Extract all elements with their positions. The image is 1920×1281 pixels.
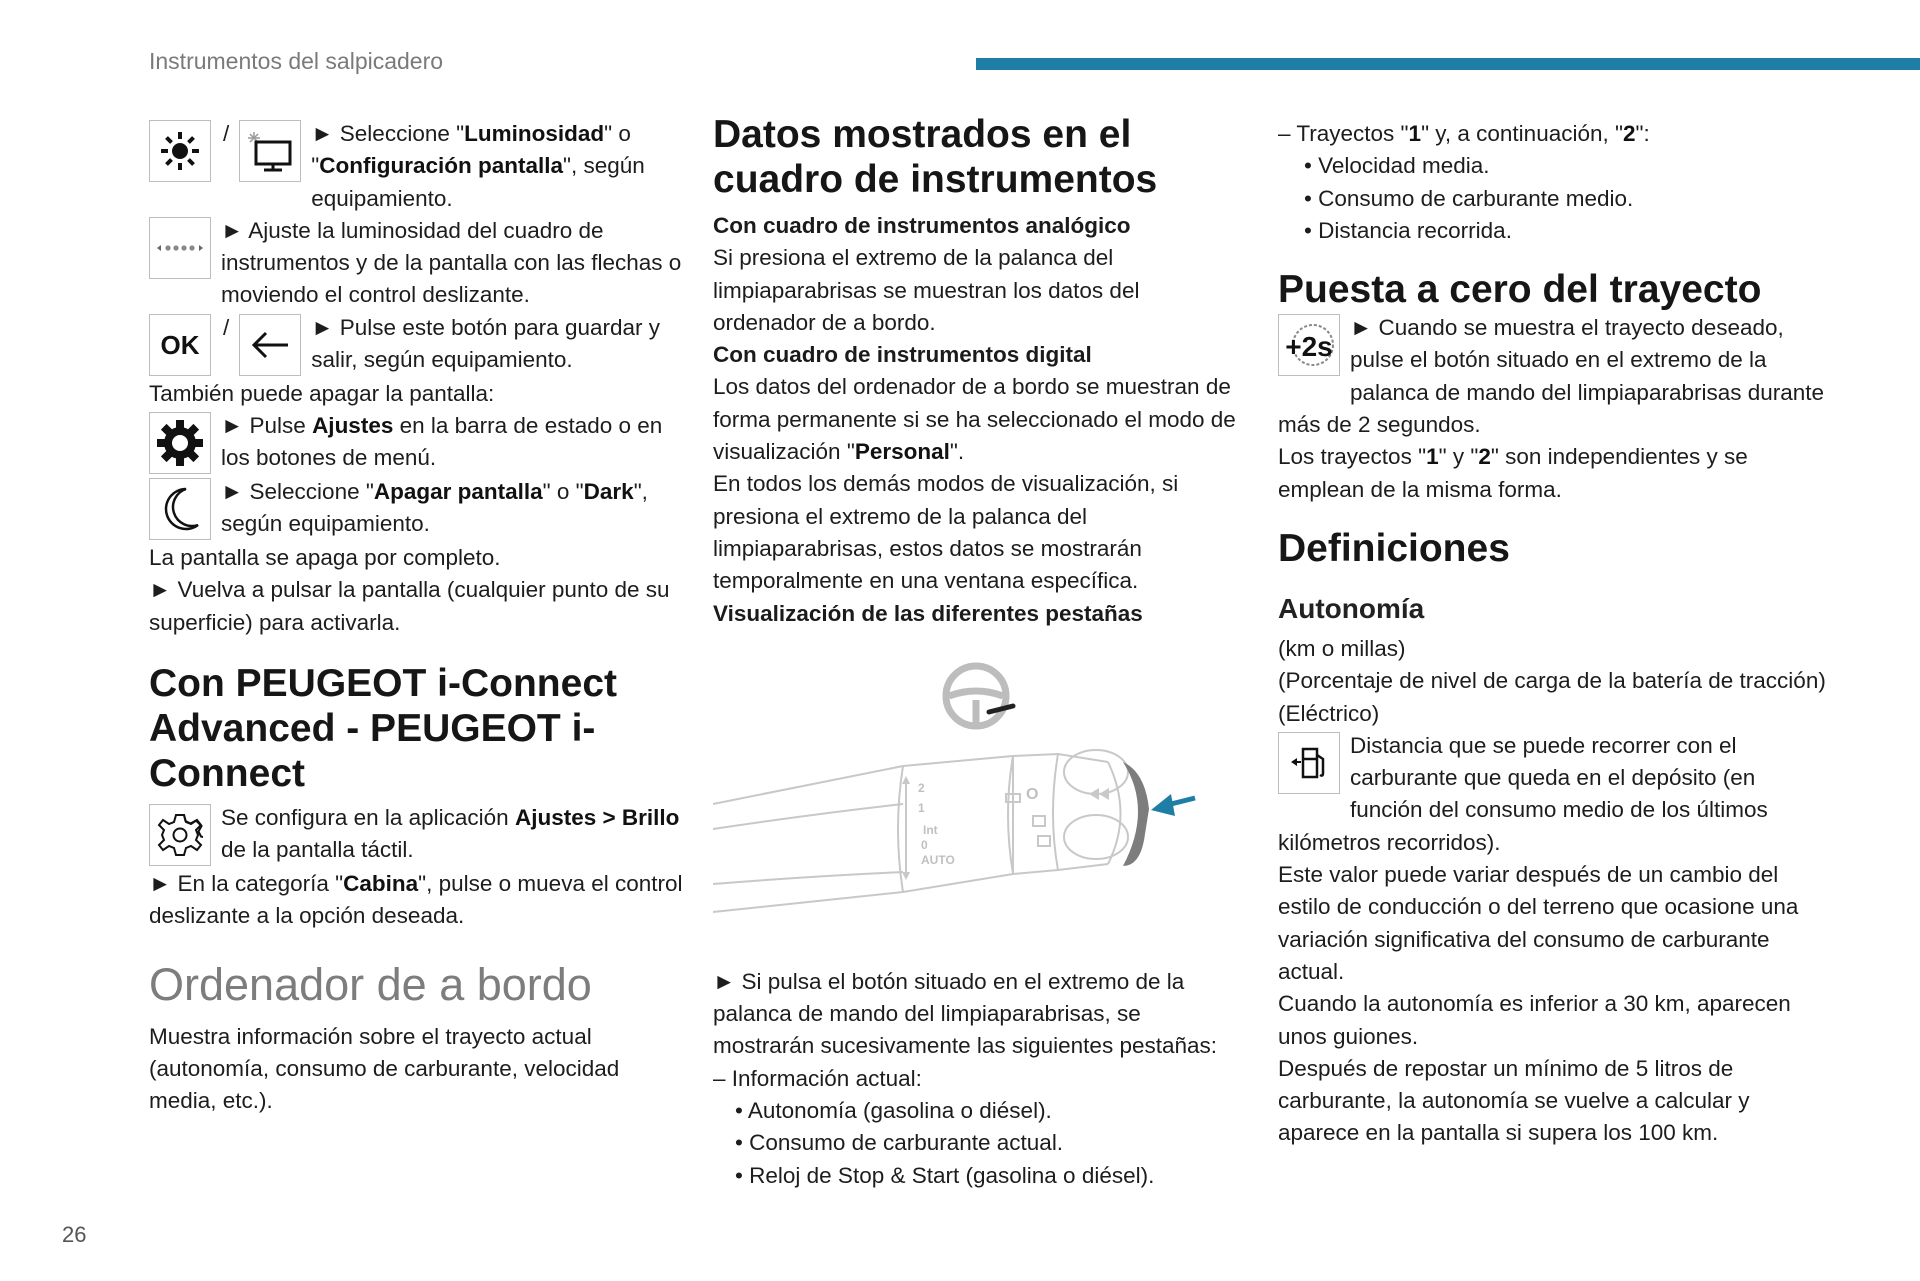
list-item: • Consumo de carburante medio. — [1304, 185, 1634, 211]
dark-instruction: ► Seleccione "Apagar pantalla" o "Dark", según equipamiento. — [221, 479, 648, 537]
ok-block — [149, 312, 689, 378]
pointer-arrow-icon — [1151, 794, 1195, 816]
list-item: • Velocidad media. — [1304, 153, 1490, 179]
display-brightness-icon — [239, 120, 301, 182]
i-connect-block — [149, 802, 689, 868]
wiper-stalk-illustration — [713, 644, 1243, 944]
dark-block — [149, 476, 689, 542]
settings-instruction: ► Pulse Ajustes en la barra de estado o en los botones de menú. — [221, 413, 663, 471]
analog-text: Si presiona el extremo de la palanca del limpiaparabrisas se muestran los datos del ordenador de a bordo. — [713, 245, 1140, 335]
reactivate-instruction: ► Vuelva a pulsar la pantalla (cualquier punto de su superficie) para activarla. — [149, 577, 670, 635]
column-middle — [713, 112, 1243, 1192]
subheading-digital: Con cuadro de instrumentos digital — [713, 342, 1092, 368]
column-right — [1278, 118, 1828, 1150]
fuel-pump-icon — [1278, 732, 1340, 794]
fuel-block — [1278, 730, 1828, 859]
autonomia-units: (km o millas) — [1278, 635, 1406, 661]
subheading-tabs: Visualización de las diferentes pestañas — [713, 600, 1143, 626]
slider-dots-icon — [149, 217, 211, 279]
autonomia-refuel: Después de repostar un mínimo de 5 litros de carburante, la autonomía se vuelve a calcular y aparece en la pantalla si supera los 100 km. — [1278, 1055, 1750, 1146]
slider-block — [149, 215, 689, 312]
digital-text: Los datos del ordenador de a bordo se muestran de forma permanente si se ha seleccionado el modo de visualización "Personal". — [713, 374, 1236, 465]
heading-autonomia: Autonomía — [1278, 592, 1425, 624]
separator-slash: / — [223, 121, 230, 146]
svg-text:Int: Int — [923, 822, 938, 837]
list-item: • Consumo de carburante actual. — [735, 1130, 1064, 1156]
reset-block — [1278, 312, 1828, 441]
heading-i-connect: Con PEUGEOT i-Connect Advanced - PEUGEOT i-Connect — [149, 661, 617, 795]
gear-icon — [149, 412, 211, 474]
column-left — [149, 118, 689, 1117]
moon-icon — [149, 478, 211, 540]
sun-icon — [149, 120, 211, 182]
svg-text:1: 1 — [918, 800, 925, 815]
other-modes-text: En todos los demás modos de visualización, si presiona el extremo de la palanca del limpiaparabrisas, estos datos se mostrarán temporalmente en una ventana específica. — [713, 471, 1179, 594]
header-accent-bar — [976, 58, 1920, 70]
list-heading-current: – Información actual: — [713, 1065, 922, 1091]
page-number: 26 — [62, 1222, 87, 1247]
svg-text:AUTO: AUTO — [921, 852, 955, 867]
settings-outline-icon — [149, 804, 211, 866]
screen-off-note: La pantalla se apaga por completo. — [149, 545, 501, 571]
brightness-instruction: ► Seleccione "Luminosidad" o "Configuración pantalla", según equipamiento. — [311, 121, 645, 211]
i-connect-instruction: Se configura en la aplicación Ajustes > Brillo de la pantalla táctil. — [221, 804, 680, 863]
autonomia-low: Cuando la autonomía es inferior a 30 km, aparecen unos guiones. — [1278, 991, 1791, 1049]
ordenador-description: Muestra información sobre el trayecto actual (autonomía, consumo de carburante, velocidad media, etc.). — [149, 1023, 620, 1114]
steering-wheel-icon — [946, 666, 1013, 726]
heading-definiciones: Definiciones — [1278, 526, 1510, 570]
svg-text:O: O — [1026, 785, 1039, 803]
back-arrow-icon — [239, 314, 301, 376]
autonomia-variation: Este valor puede variar después de un cambio del estilo de conducción o del terreno que ocasione una variación significativa del consumo de carburante actual. — [1278, 862, 1799, 984]
list-item: • Distancia recorrida. — [1304, 217, 1512, 243]
screen-off-intro: También puede apagar la pantalla: — [149, 380, 495, 406]
tabs-instruction: ► Si pulsa el botón situado en el extremo de la palanca de mando del limpiaparabrisas, se mostrarán sucesivamente las siguientes pestañas: — [713, 968, 1218, 1059]
heading-ordenador: Ordenador de a bordo — [149, 958, 592, 1010]
brightness-block — [149, 118, 689, 215]
heading-puesta-cero: Puesta a cero del trayecto — [1278, 268, 1762, 312]
separator-slash: / — [223, 314, 230, 340]
subheading-analog: Con cuadro de instrumentos analógico — [713, 213, 1131, 238]
trip-heading: – Trayectos "1" y, a continuación, "2": — [1278, 121, 1650, 146]
heading-datos: Datos mostrados en el cuadro de instrumentos — [713, 113, 1158, 201]
slider-instruction: ► Ajuste la luminosidad del cuadro de instrumentos y de la pantalla con las flechas o moviendo el control deslizante. — [221, 217, 682, 308]
svg-text:0: 0 — [921, 837, 928, 852]
ok-instruction: ► Pulse este botón para guardar y salir, según equipamiento. — [311, 314, 660, 373]
wiper-stalk — [713, 750, 1128, 912]
list-item: • Autonomía (gasolina o diésel). — [735, 1098, 1052, 1124]
cabina-instruction: ► En la categoría "Cabina", pulse o mueva el control deslizante a la opción deseada. — [149, 870, 683, 929]
running-header: Instrumentos del salpicadero — [149, 48, 444, 74]
svg-text:+2s: +2s — [1285, 331, 1333, 363]
svg-text:2: 2 — [918, 780, 925, 795]
press-2s-icon — [1278, 314, 1340, 376]
trips-note: Los trayectos "1" y "2" son independientes y se emplean de la misma forma. — [1278, 444, 1748, 502]
list-item: • Reloj de Stop & Start (gasolina o diésel). — [735, 1162, 1155, 1188]
reset-instruction: ► Cuando se muestra el trayecto deseado, pulse el botón situado en el extremo de la palanca de mando del limpiaparabrisas durante más de 2 segundos. — [1278, 315, 1825, 438]
fuel-description: Distancia que se puede recorrer con el carburante que queda en el depósito (en función del consumo medio de los últimos kilómetros recorridos). — [1278, 732, 1768, 855]
settings-block — [149, 410, 689, 476]
autonomia-battery: (Porcentaje de nivel de carga de la batería de tracción) (Eléctrico) — [1278, 668, 1826, 726]
ok-button-icon: OK — [149, 314, 211, 376]
